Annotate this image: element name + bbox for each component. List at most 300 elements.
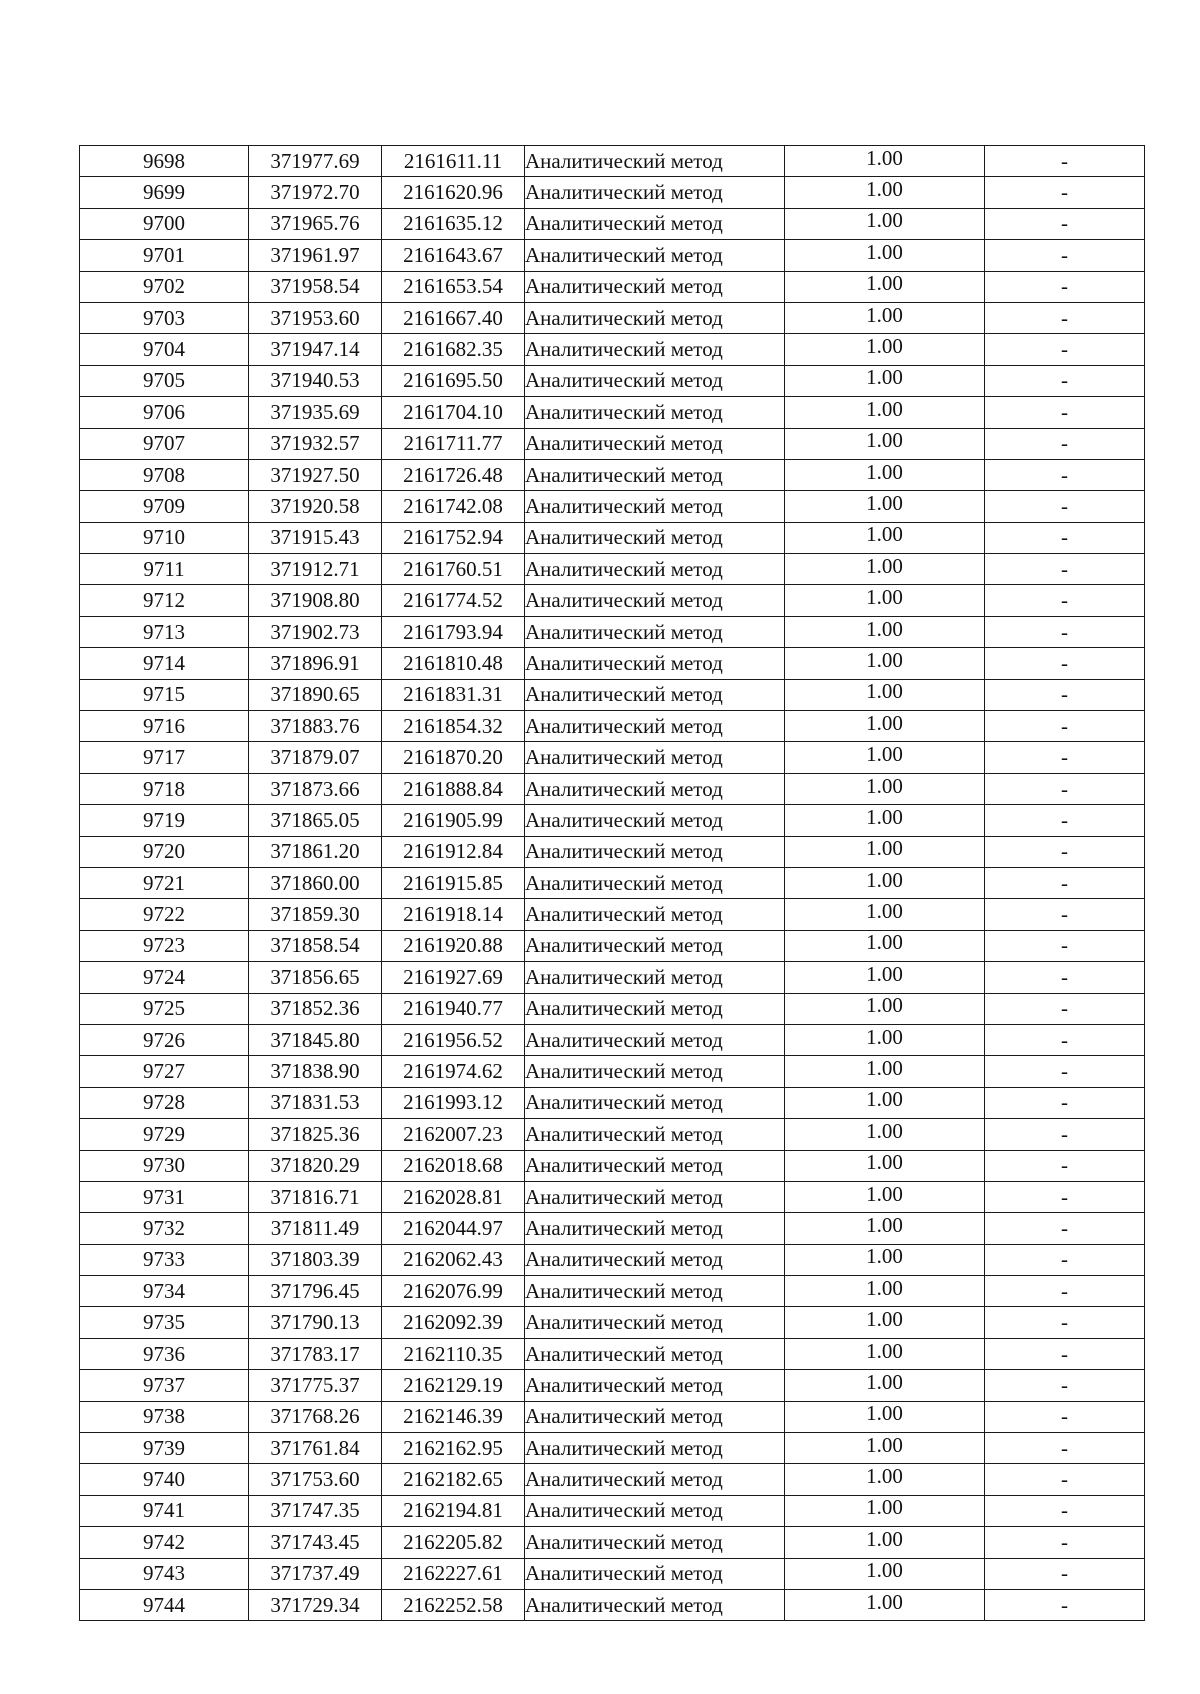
point-number-cell: 9717 — [80, 742, 249, 773]
y-coordinate-cell: 2161870.20 — [382, 742, 525, 773]
note-cell: - — [985, 993, 1145, 1024]
note-cell: - — [985, 208, 1145, 239]
method-cell: Аналитический метод — [525, 240, 785, 271]
table-row — [80, 836, 1145, 867]
y-coordinate-cell: 2161682.35 — [382, 334, 525, 365]
point-number-cell: 9712 — [80, 585, 249, 616]
note-cell: - — [985, 742, 1145, 773]
accuracy-cell-text: 1.00 — [866, 867, 903, 892]
table-row — [80, 240, 1145, 271]
method-cell: Аналитический метод — [525, 1213, 785, 1244]
accuracy-cell — [785, 930, 985, 961]
method-cell: Аналитический метод — [525, 1558, 785, 1589]
accuracy-cell-text: 1.00 — [866, 459, 903, 484]
method-cell: Аналитический метод — [525, 397, 785, 428]
accuracy-cell-text: 1.00 — [866, 365, 903, 390]
accuracy-cell-text: 1.00 — [866, 773, 903, 798]
y-coordinate-cell: 2161643.67 — [382, 240, 525, 271]
note-cell: - — [985, 271, 1145, 302]
coordinates-table — [79, 145, 1145, 1621]
method-cell: Аналитический метод — [525, 962, 785, 993]
accuracy-cell-text: 1.00 — [866, 1118, 903, 1143]
accuracy-cell-text: 1.00 — [866, 1307, 903, 1332]
note-cell: - — [985, 1244, 1145, 1275]
table-row — [80, 1558, 1145, 1589]
method-cell: Аналитический метод — [525, 1433, 785, 1464]
point-number-cell: 9737 — [80, 1370, 249, 1401]
accuracy-cell — [785, 1087, 985, 1118]
table-row — [80, 1464, 1145, 1495]
note-cell: - — [985, 1589, 1145, 1620]
accuracy-cell — [785, 1401, 985, 1432]
point-number-cell: 9702 — [80, 271, 249, 302]
y-coordinate-cell: 2161920.88 — [382, 930, 525, 961]
y-coordinate-cell: 2161810.48 — [382, 648, 525, 679]
y-coordinate-cell: 2162252.58 — [382, 1589, 525, 1620]
accuracy-cell-text: 1.00 — [866, 145, 903, 170]
accuracy-cell-text: 1.00 — [866, 522, 903, 547]
method-cell: Аналитический метод — [525, 616, 785, 647]
accuracy-cell — [785, 962, 985, 993]
x-coordinate-cell: 371920.58 — [249, 491, 382, 522]
point-number-cell: 9718 — [80, 773, 249, 804]
method-cell: Аналитический метод — [525, 773, 785, 804]
x-coordinate-cell: 371790.13 — [249, 1307, 382, 1338]
x-coordinate-cell: 371775.37 — [249, 1370, 382, 1401]
note-cell: - — [985, 1150, 1145, 1181]
table-row — [80, 334, 1145, 365]
method-cell: Аналитический метод — [525, 1276, 785, 1307]
table-row — [80, 1024, 1145, 1055]
method-cell: Аналитический метод — [525, 1370, 785, 1401]
point-number-cell: 9705 — [80, 365, 249, 396]
method-cell: Аналитический метод — [525, 867, 785, 898]
accuracy-cell-text: 1.00 — [866, 1589, 903, 1614]
table-row — [80, 1370, 1145, 1401]
accuracy-cell — [785, 616, 985, 647]
y-coordinate-cell: 2161940.77 — [382, 993, 525, 1024]
accuracy-cell — [785, 867, 985, 898]
accuracy-cell — [785, 585, 985, 616]
y-coordinate-cell: 2161611.11 — [382, 146, 525, 177]
x-coordinate-cell: 371873.66 — [249, 773, 382, 804]
accuracy-cell — [785, 271, 985, 302]
accuracy-cell-text: 1.00 — [866, 585, 903, 610]
y-coordinate-cell: 2162044.97 — [382, 1213, 525, 1244]
note-cell: - — [985, 1433, 1145, 1464]
accuracy-cell — [785, 1150, 985, 1181]
note-cell: - — [985, 1181, 1145, 1212]
table-row — [80, 1433, 1145, 1464]
y-coordinate-cell: 2161915.85 — [382, 867, 525, 898]
point-number-cell: 9704 — [80, 334, 249, 365]
accuracy-cell — [785, 428, 985, 459]
note-cell: - — [985, 1024, 1145, 1055]
accuracy-cell — [785, 1181, 985, 1212]
point-number-cell: 9703 — [80, 302, 249, 333]
table-row — [80, 1119, 1145, 1150]
table-row — [80, 1495, 1145, 1526]
accuracy-cell — [785, 491, 985, 522]
note-cell: - — [985, 1276, 1145, 1307]
accuracy-cell-text: 1.00 — [866, 1338, 903, 1363]
accuracy-cell-text: 1.00 — [866, 1401, 903, 1426]
point-number-cell: 9707 — [80, 428, 249, 459]
y-coordinate-cell: 2162194.81 — [382, 1495, 525, 1526]
accuracy-cell — [785, 1370, 985, 1401]
method-cell: Аналитический метод — [525, 1401, 785, 1432]
note-cell: - — [985, 930, 1145, 961]
x-coordinate-cell: 371932.57 — [249, 428, 382, 459]
y-coordinate-cell: 2162028.81 — [382, 1181, 525, 1212]
accuracy-cell-text: 1.00 — [866, 490, 903, 515]
method-cell: Аналитический метод — [525, 648, 785, 679]
point-number-cell: 9744 — [80, 1589, 249, 1620]
note-cell: - — [985, 1087, 1145, 1118]
y-coordinate-cell: 2161742.08 — [382, 491, 525, 522]
accuracy-cell — [785, 302, 985, 333]
accuracy-cell — [785, 1464, 985, 1495]
y-coordinate-cell: 2162092.39 — [382, 1307, 525, 1338]
accuracy-cell-text: 1.00 — [866, 1181, 903, 1206]
x-coordinate-cell: 371811.49 — [249, 1213, 382, 1244]
method-cell: Аналитический метод — [525, 711, 785, 742]
table-row — [80, 711, 1145, 742]
y-coordinate-cell: 2161854.32 — [382, 711, 525, 742]
table-row — [80, 365, 1145, 396]
note-cell: - — [985, 962, 1145, 993]
y-coordinate-cell: 2161653.54 — [382, 271, 525, 302]
point-number-cell: 9736 — [80, 1338, 249, 1369]
note-cell: - — [985, 177, 1145, 208]
x-coordinate-cell: 371935.69 — [249, 397, 382, 428]
accuracy-cell-text: 1.00 — [866, 553, 903, 578]
accuracy-cell — [785, 1244, 985, 1275]
point-number-cell: 9732 — [80, 1213, 249, 1244]
point-number-cell: 9706 — [80, 397, 249, 428]
x-coordinate-cell: 371729.34 — [249, 1589, 382, 1620]
accuracy-cell-text: 1.00 — [866, 1432, 903, 1457]
table-row — [80, 1527, 1145, 1558]
table-row — [80, 1181, 1145, 1212]
note-cell: - — [985, 491, 1145, 522]
point-number-cell: 9729 — [80, 1119, 249, 1150]
x-coordinate-cell: 371820.29 — [249, 1150, 382, 1181]
point-number-cell: 9715 — [80, 679, 249, 710]
note-cell: - — [985, 1495, 1145, 1526]
x-coordinate-cell: 371845.80 — [249, 1024, 382, 1055]
point-number-cell: 9741 — [80, 1495, 249, 1526]
x-coordinate-cell: 371831.53 — [249, 1087, 382, 1118]
accuracy-cell-text: 1.00 — [866, 616, 903, 641]
note-cell: - — [985, 459, 1145, 490]
point-number-cell: 9733 — [80, 1244, 249, 1275]
x-coordinate-cell: 371816.71 — [249, 1181, 382, 1212]
accuracy-cell — [785, 1589, 985, 1620]
method-cell: Аналитический метод — [525, 177, 785, 208]
table-row — [80, 1056, 1145, 1087]
accuracy-cell-text: 1.00 — [866, 1558, 903, 1583]
x-coordinate-cell: 371743.45 — [249, 1527, 382, 1558]
point-number-cell: 9720 — [80, 836, 249, 867]
note-cell: - — [985, 554, 1145, 585]
accuracy-cell-text: 1.00 — [866, 836, 903, 861]
table-row — [80, 1401, 1145, 1432]
table-row — [80, 930, 1145, 961]
method-cell: Аналитический метод — [525, 428, 785, 459]
note-cell: - — [985, 397, 1145, 428]
accuracy-cell-text: 1.00 — [866, 334, 903, 359]
x-coordinate-cell: 371796.45 — [249, 1276, 382, 1307]
x-coordinate-cell: 371940.53 — [249, 365, 382, 396]
point-number-cell: 9724 — [80, 962, 249, 993]
note-cell: - — [985, 302, 1145, 333]
accuracy-cell — [785, 1527, 985, 1558]
accuracy-cell — [785, 334, 985, 365]
x-coordinate-cell: 371915.43 — [249, 522, 382, 553]
accuracy-cell-text: 1.00 — [866, 239, 903, 264]
method-cell: Аналитический метод — [525, 1307, 785, 1338]
x-coordinate-cell: 371896.91 — [249, 648, 382, 679]
point-number-cell: 9731 — [80, 1181, 249, 1212]
table-row — [80, 491, 1145, 522]
x-coordinate-cell: 371753.60 — [249, 1464, 382, 1495]
y-coordinate-cell: 2161974.62 — [382, 1056, 525, 1087]
point-number-cell: 9728 — [80, 1087, 249, 1118]
accuracy-cell-text: 1.00 — [866, 428, 903, 453]
table-row — [80, 208, 1145, 239]
accuracy-cell — [785, 648, 985, 679]
method-cell: Аналитический метод — [525, 522, 785, 553]
accuracy-cell-text: 1.00 — [866, 710, 903, 735]
method-cell: Аналитический метод — [525, 302, 785, 333]
x-coordinate-cell: 371803.39 — [249, 1244, 382, 1275]
point-number-cell: 9739 — [80, 1433, 249, 1464]
table-row — [80, 146, 1145, 177]
point-number-cell: 9709 — [80, 491, 249, 522]
point-number-cell: 9710 — [80, 522, 249, 553]
accuracy-cell — [785, 1119, 985, 1150]
method-cell: Аналитический метод — [525, 1338, 785, 1369]
table-row — [80, 554, 1145, 585]
accuracy-cell — [785, 1276, 985, 1307]
note-cell: - — [985, 1056, 1145, 1087]
x-coordinate-cell: 371947.14 — [249, 334, 382, 365]
y-coordinate-cell: 2161993.12 — [382, 1087, 525, 1118]
point-number-cell: 9722 — [80, 899, 249, 930]
accuracy-cell — [785, 993, 985, 1024]
method-cell: Аналитический метод — [525, 365, 785, 396]
method-cell: Аналитический метод — [525, 459, 785, 490]
accuracy-cell-text: 1.00 — [866, 961, 903, 986]
y-coordinate-cell: 2162018.68 — [382, 1150, 525, 1181]
point-number-cell: 9742 — [80, 1527, 249, 1558]
method-cell: Аналитический метод — [525, 805, 785, 836]
accuracy-cell-text: 1.00 — [866, 1150, 903, 1175]
method-cell: Аналитический метод — [525, 836, 785, 867]
y-coordinate-cell: 2161956.52 — [382, 1024, 525, 1055]
table-row — [80, 1213, 1145, 1244]
y-coordinate-cell: 2161704.10 — [382, 397, 525, 428]
accuracy-cell — [785, 805, 985, 836]
method-cell: Аналитический метод — [525, 1464, 785, 1495]
y-coordinate-cell: 2162129.19 — [382, 1370, 525, 1401]
accuracy-cell — [785, 1056, 985, 1087]
point-number-cell: 9713 — [80, 616, 249, 647]
x-coordinate-cell: 371972.70 — [249, 177, 382, 208]
y-coordinate-cell: 2162110.35 — [382, 1338, 525, 1369]
x-coordinate-cell: 371908.80 — [249, 585, 382, 616]
accuracy-cell-text: 1.00 — [866, 208, 903, 233]
y-coordinate-cell: 2161760.51 — [382, 554, 525, 585]
method-cell: Аналитический метод — [525, 1527, 785, 1558]
y-coordinate-cell: 2161752.94 — [382, 522, 525, 553]
accuracy-cell — [785, 1213, 985, 1244]
note-cell: - — [985, 1213, 1145, 1244]
y-coordinate-cell: 2161620.96 — [382, 177, 525, 208]
y-coordinate-cell: 2161831.31 — [382, 679, 525, 710]
table-row — [80, 428, 1145, 459]
accuracy-cell-text: 1.00 — [866, 396, 903, 421]
accuracy-cell-text: 1.00 — [866, 1056, 903, 1081]
y-coordinate-cell: 2161726.48 — [382, 459, 525, 490]
table-row — [80, 962, 1145, 993]
y-coordinate-cell: 2161774.52 — [382, 585, 525, 616]
accuracy-cell — [785, 146, 985, 177]
y-coordinate-cell: 2161667.40 — [382, 302, 525, 333]
accuracy-cell — [785, 1495, 985, 1526]
accuracy-cell — [785, 365, 985, 396]
table-row — [80, 397, 1145, 428]
x-coordinate-cell: 371737.49 — [249, 1558, 382, 1589]
accuracy-cell-text: 1.00 — [866, 1244, 903, 1269]
note-cell: - — [985, 585, 1145, 616]
y-coordinate-cell: 2161905.99 — [382, 805, 525, 836]
table-row — [80, 1087, 1145, 1118]
accuracy-cell — [785, 742, 985, 773]
x-coordinate-cell: 371838.90 — [249, 1056, 382, 1087]
accuracy-cell — [785, 1024, 985, 1055]
method-cell: Аналитический метод — [525, 1119, 785, 1150]
point-number-cell: 9723 — [80, 930, 249, 961]
coordinates-table-body — [80, 146, 1145, 1621]
y-coordinate-cell: 2162205.82 — [382, 1527, 525, 1558]
accuracy-cell-text: 1.00 — [866, 1464, 903, 1489]
x-coordinate-cell: 371961.97 — [249, 240, 382, 271]
note-cell: - — [985, 616, 1145, 647]
point-number-cell: 9719 — [80, 805, 249, 836]
note-cell: - — [985, 867, 1145, 898]
x-coordinate-cell: 371856.65 — [249, 962, 382, 993]
table-row — [80, 271, 1145, 302]
table-row — [80, 1150, 1145, 1181]
method-cell: Аналитический метод — [525, 271, 785, 302]
accuracy-cell-text: 1.00 — [866, 993, 903, 1018]
accuracy-cell — [785, 836, 985, 867]
note-cell: - — [985, 1370, 1145, 1401]
accuracy-cell — [785, 1433, 985, 1464]
point-number-cell: 9738 — [80, 1401, 249, 1432]
point-number-cell: 9698 — [80, 146, 249, 177]
table-row — [80, 773, 1145, 804]
accuracy-cell — [785, 240, 985, 271]
table-row — [80, 1244, 1145, 1275]
note-cell: - — [985, 679, 1145, 710]
note-cell: - — [985, 805, 1145, 836]
accuracy-cell-text: 1.00 — [866, 804, 903, 829]
note-cell: - — [985, 836, 1145, 867]
accuracy-cell — [785, 711, 985, 742]
accuracy-cell-text: 1.00 — [866, 679, 903, 704]
x-coordinate-cell: 371958.54 — [249, 271, 382, 302]
method-cell: Аналитический метод — [525, 554, 785, 585]
x-coordinate-cell: 371783.17 — [249, 1338, 382, 1369]
accuracy-cell — [785, 679, 985, 710]
table-row — [80, 1276, 1145, 1307]
accuracy-cell-text: 1.00 — [866, 1275, 903, 1300]
table-row — [80, 867, 1145, 898]
table-row — [80, 522, 1145, 553]
x-coordinate-cell: 371879.07 — [249, 742, 382, 773]
x-coordinate-cell: 371852.36 — [249, 993, 382, 1024]
x-coordinate-cell: 371825.36 — [249, 1119, 382, 1150]
y-coordinate-cell: 2161918.14 — [382, 899, 525, 930]
x-coordinate-cell: 371747.35 — [249, 1495, 382, 1526]
accuracy-cell-text: 1.00 — [866, 177, 903, 202]
point-number-cell: 9699 — [80, 177, 249, 208]
point-number-cell: 9721 — [80, 867, 249, 898]
accuracy-cell — [785, 397, 985, 428]
method-cell: Аналитический метод — [525, 491, 785, 522]
method-cell: Аналитический метод — [525, 146, 785, 177]
method-cell: Аналитический метод — [525, 334, 785, 365]
accuracy-cell — [785, 208, 985, 239]
x-coordinate-cell: 371761.84 — [249, 1433, 382, 1464]
table-row — [80, 993, 1145, 1024]
accuracy-cell-text: 1.00 — [866, 1495, 903, 1520]
method-cell: Аналитический метод — [525, 742, 785, 773]
point-number-cell: 9726 — [80, 1024, 249, 1055]
y-coordinate-cell: 2162182.65 — [382, 1464, 525, 1495]
method-cell: Аналитический метод — [525, 1495, 785, 1526]
table-row — [80, 616, 1145, 647]
table-row — [80, 805, 1145, 836]
method-cell: Аналитический метод — [525, 1150, 785, 1181]
y-coordinate-cell: 2162227.61 — [382, 1558, 525, 1589]
table-row — [80, 1338, 1145, 1369]
point-number-cell: 9730 — [80, 1150, 249, 1181]
accuracy-cell — [785, 522, 985, 553]
accuracy-cell — [785, 1338, 985, 1369]
point-number-cell: 9708 — [80, 459, 249, 490]
note-cell: - — [985, 428, 1145, 459]
accuracy-cell-text: 1.00 — [866, 1369, 903, 1394]
method-cell: Аналитический метод — [525, 585, 785, 616]
note-cell: - — [985, 240, 1145, 271]
accuracy-cell — [785, 899, 985, 930]
point-number-cell: 9734 — [80, 1276, 249, 1307]
y-coordinate-cell: 2162162.95 — [382, 1433, 525, 1464]
table-row — [80, 679, 1145, 710]
table-row — [80, 585, 1145, 616]
point-number-cell: 9711 — [80, 554, 249, 585]
note-cell: - — [985, 522, 1145, 553]
x-coordinate-cell: 371927.50 — [249, 459, 382, 490]
note-cell: - — [985, 1558, 1145, 1589]
y-coordinate-cell: 2162062.43 — [382, 1244, 525, 1275]
accuracy-cell-text: 1.00 — [866, 742, 903, 767]
accuracy-cell — [785, 177, 985, 208]
